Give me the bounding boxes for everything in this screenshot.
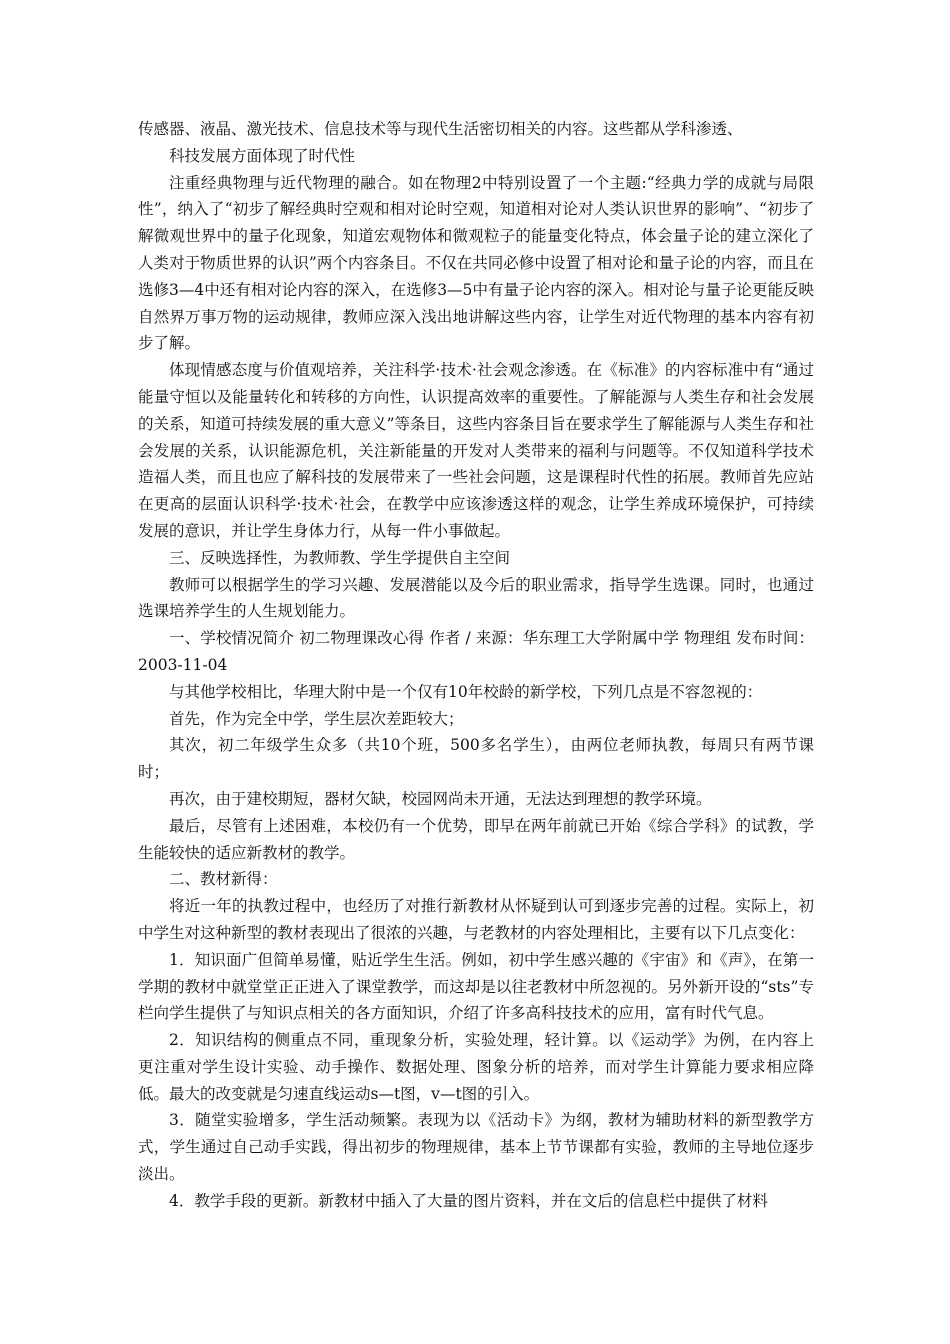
paragraph-8: 与其他学校相比，华理大附中是一个仅有10年校龄的新学校，下列几点是不容忽视的： — [169, 682, 763, 701]
list-item-4: 4．教学手段的更新。新教材中插入了大量的图片资料，并在文后的信息栏中提供了材料 — [169, 1191, 768, 1210]
list-item-3: 3．随堂实验增多，学生活动频繁。表现为以《活动卡》为纲，教材为辅助材料的新型教学方式，学生通过自己动手实践，得出初步的物理规律，基本上节节课都有实验，教师的主导地位逐步淡出。 — [138, 1111, 814, 1184]
section-heading-3: 三、反映选择性，为教师教、学生学提供自主空间 — [169, 548, 511, 567]
document-body — [138, 116, 814, 1215]
paragraph-12: 最后，尽管有上述困难，本校仍有一个优势，即早在两年前就已开始《综合学科》的试教，学生能较快的适应新教材的教学。 — [138, 816, 814, 862]
paragraph-2: 科技发展方面体现了时代性 — [169, 146, 356, 165]
paragraph-6: 教师可以根据学生的学习兴趣、发展潜能以及今后的职业需求，指导学生选课。同时，也通过选课培养学生的人生规划能力。 — [138, 575, 814, 621]
paragraph-9: 首先，作为完全中学，学生层次差距较大； — [169, 709, 464, 728]
list-item-2: 2．知识结构的侧重点不同，重现象分析，实验处理，轻计算。以《运动学》为例，在内容上更注重对学生设计实验、动手操作、数据处理、图象分析的培养，而对学生计算能力要求相应降低。最大的改变就是匀速直线运动s—t图，v—t图的引入。 — [138, 1031, 814, 1103]
paragraph-3: 注重经典物理与近代物理的融合。如在物理2中特别设置了一个主题:“经典力学的成就与局限性”，纳入了“初步了解经典时空观和相对论时空观，知道相对论对人类认识世界的影响”、“初步了解微观世界中的量子化现象，知道宏观物体和微观粒子的能量变化特点，体会量子论的建立深化了人类对于物质世界的认识”两个内容条目。不仅在共同必修中设置了相对论和量子论的内容，而且在选修3—4中还有相对论内容的深入，在选修3—5中有量子论内容的深入。相对论与量子论更能反映自然界万事万物的运动规律，教师应深入浅出地讲解这些内容，让学生对近代物理的基本内容有初步了解。 — [138, 173, 814, 353]
list-item-1: 1．知识面广但简单易懂，贴近学生生活。例如，初中学生感兴趣的《宇宙》和《声》，在第一学期的教材中就堂堂正正进入了课堂教学，而这却是以往老教材中所忽视的。另外新开设的“sts”专栏向学生提供了与知识点相关的各方面知识，介绍了许多高科技技术的应用，富有时代气息。 — [138, 950, 814, 1023]
section-heading-2: 二、教材新得： — [169, 870, 278, 889]
article-header: 一、学校情况简介 初二物理课改心得 作者 / 来源：华东理工大学附属中学 物理组 发布时间：2003-11-04 — [138, 629, 814, 674]
paragraph-4: 体现情感态度与价值观培养，关注科学·技术·社会观念渗透。在《标准》的内容标准中有“通过能量守恒以及能量转化和转移的方向性，认识提高效率的重要性。了解能源与人类生存和社会发展的关系，知道可持续发展的重大意义”等条目，这些内容条目旨在要求学生了解能源与人类生存和社会发展的关系，认识能源危机，关注新能量的开发对人类带来的福利与问题等。不仅知道科学技术造福人类，而且也应了解科技的发展带来了一些社会问题，这是课程时代性的拓展。教师首先应站在更高的层面认识科学·技术·社会，在教学中应该渗透这样的观念，让学生养成环境保护，可持续发展的意识，并让学生身体力行，从每一件小事做起。 — [138, 361, 814, 540]
paragraph-1: 传感器、液晶、激光技术、信息技术等与现代生活密切相关的内容。这些都从学科渗透、 — [138, 120, 743, 138]
paragraph-10: 其次，初二年级学生众多（共10个班，500多名学生），由两位老师执教，每周只有两节课时； — [138, 736, 814, 782]
paragraph-14: 将近一年的执教过程中，也经历了对推行新教材从怀疑到认可到逐步完善的过程。实际上，初中学生对这种新型的教材表现出了很浓的兴趣，与老教材的内容处理相比，主要有以下几点变化： — [138, 897, 814, 942]
paragraph-11: 再次，由于建校期短，器材欠缺，校园网尚未开通，无法达到理想的教学环境。 — [169, 789, 712, 808]
